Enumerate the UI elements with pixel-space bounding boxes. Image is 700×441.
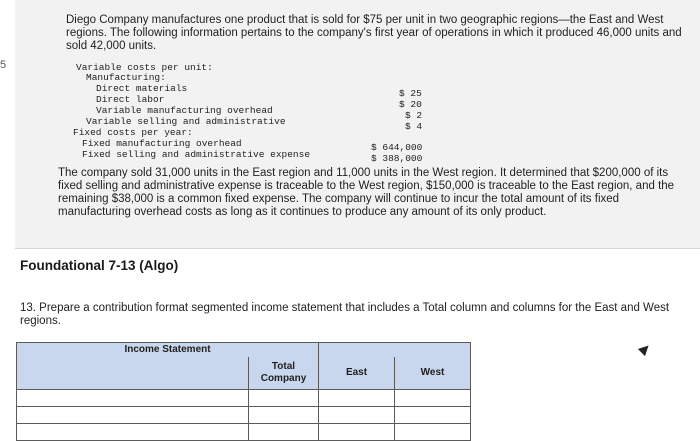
problem-heading: Foundational 7-13 (Algo) xyxy=(20,258,179,273)
fixed-costs-header: Fixed costs per year: xyxy=(73,127,193,138)
total-input[interactable] xyxy=(249,390,319,407)
table-row xyxy=(17,424,471,441)
east-input[interactable] xyxy=(319,407,395,424)
mouse-cursor-icon xyxy=(638,342,652,356)
income-statement-table xyxy=(16,342,471,441)
fixed-mfg-overhead-label: Fixed manufacturing overhead xyxy=(82,138,242,149)
manufacturing-label: Manufacturing: xyxy=(86,72,166,83)
east-input[interactable] xyxy=(319,424,395,441)
variable-costs-header: Variable costs per unit: xyxy=(76,62,213,73)
label-column-header xyxy=(17,357,249,390)
row-label-input[interactable] xyxy=(17,390,249,407)
fixed-mfg-overhead-value: $ 644,000 xyxy=(371,142,423,153)
fixed-selling-admin-label: Fixed selling and administrative expense xyxy=(82,149,311,160)
row-label-input[interactable] xyxy=(17,424,249,441)
var-selling-admin-label: Variable selling and administrative xyxy=(86,116,286,127)
question-text: 13. Prepare a contribution format segmented income statement that includes a Total column and columns for the East and West regions. xyxy=(20,302,670,327)
west-header: West xyxy=(395,357,471,390)
intro-paragraph: Diego Company manufactures one product that is sold for $75 per unit in two geographic regions—the East and West regions. The following information pertains to the company's first year of operations in which it produced 46,000 units and sold 42,000 units. xyxy=(66,14,682,52)
row-label-input[interactable] xyxy=(17,407,249,424)
var-selling-admin-value: $ 4 xyxy=(405,121,423,132)
east-header: East xyxy=(319,357,395,390)
statement-title: Income Statement xyxy=(17,343,319,358)
west-input[interactable] xyxy=(395,390,471,407)
var-mfg-overhead-value: $ 2 xyxy=(405,110,423,121)
direct-materials-value: $ 25 xyxy=(399,88,422,99)
direct-materials-label: Direct materials xyxy=(96,83,188,94)
table-row xyxy=(17,390,471,407)
var-mfg-overhead-label: Variable manufacturing overhead xyxy=(96,105,273,116)
total-input[interactable] xyxy=(249,407,319,424)
west-input[interactable] xyxy=(395,407,471,424)
total-company-header: Total Company xyxy=(249,357,319,390)
statement-title-spacer xyxy=(319,343,471,358)
west-input[interactable] xyxy=(395,424,471,441)
east-input[interactable] xyxy=(319,390,395,407)
direct-labor-value: $ 20 xyxy=(399,99,422,110)
table-row xyxy=(17,407,471,424)
margin-number: 5 xyxy=(0,59,7,71)
scenario-paragraph: The company sold 31,000 units in the East region and 11,000 units in the West region. It determined that $200,000 of its fixed selling and administrative expense is traceable to the West region, $150,000 is traceable to the East region, and the remaining $38,000 is a common fixed expense. The company will continue to incur the total amount of its fixed manufacturing overhead costs as long as it continues to produce any amount of its only product. xyxy=(58,167,675,218)
total-input[interactable] xyxy=(249,424,319,441)
direct-labor-label: Direct labor xyxy=(96,94,165,105)
fixed-selling-admin-value: $ 388,000 xyxy=(371,153,423,164)
